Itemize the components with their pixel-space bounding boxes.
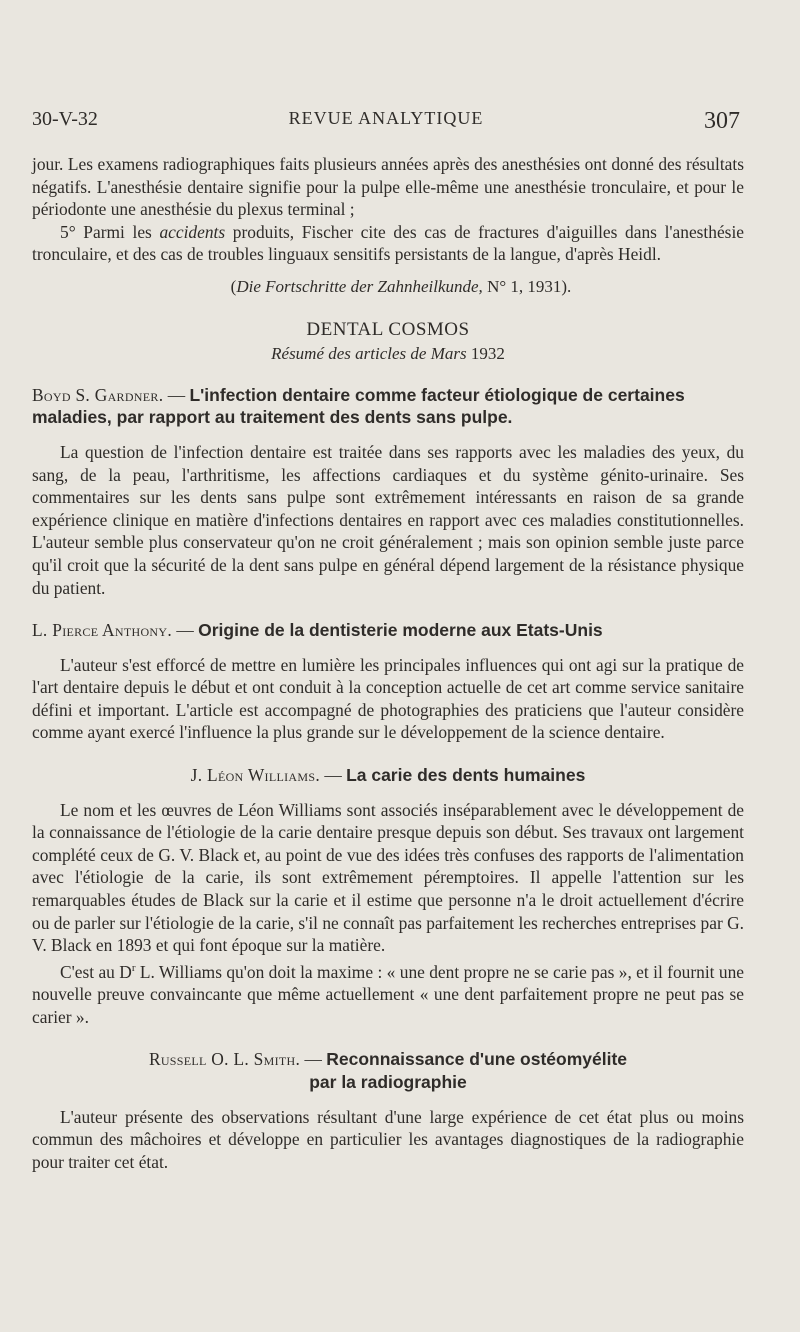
article-title: L'infection dentaire comme facteur étiologique de certaines maladies, par rapport au traitement des dents sans pulpe. bbox=[32, 384, 685, 428]
article-author: Boyd S. Gardner. bbox=[32, 384, 164, 405]
journal-subheading-year: 1932 bbox=[466, 344, 505, 364]
article-entry bbox=[32, 384, 744, 599]
heading-dash: — bbox=[300, 1049, 327, 1070]
citation-rest: N° 1, 1931). bbox=[482, 276, 572, 296]
article-summary: Le nom et les œuvres de Léon Williams sont associés inséparablement avec le développement de la connaissance de l'étiologie de la carie dentaire presque depuis son début. Ses travaux ont largement complété ceux de G. V. Black et, au point de vue des idées très confuses des rapports de l'alimentation avec l'étiologie de la carie, ils sont extrêmement péremptoires. Il appelle l'attention sur les remarquables études de Black sur la carie et il estime que personne n'a le droit actuellement d'écrire ou de parler sur l'étiologie de la carie, s'il ne connaît pas parfaitement les recherches entreprises par G. V. Black en 1893 et qui font époque sur la matière. bbox=[32, 799, 744, 956]
heading-dash: — bbox=[172, 620, 199, 641]
article-summary-continued bbox=[32, 957, 744, 1029]
journal-heading: DENTAL COSMOS bbox=[306, 318, 470, 340]
article-summary: L'auteur s'est efforcé de mettre en lumière les principales influences qui ont agi sur la pratique de l'art dentaire depuis le début et ont conduit à la conception actuelle de cet art comme service sanitaire défini et important. L'article est accompagné de photographies des praticiens que l'auteur considère comme ayant exercé l'influence la plus grande sur le développement de la science dentaire. bbox=[32, 654, 744, 743]
article-title: Origine de la dentisterie moderne aux Etats-Unis bbox=[198, 620, 603, 641]
article-heading-line-2 bbox=[32, 1071, 744, 1094]
article-heading bbox=[32, 764, 744, 787]
journal-subheading-text: Résumé des articles de Mars bbox=[271, 344, 467, 364]
item-5-prefix: 5° Parmi les bbox=[60, 221, 160, 242]
item-5-text: produits, Fischer cite des cas de fractures d'aiguilles dans l'anesthésie tronculaire, et des cas de troubles linguaux sensitifs persistants de la langue, d'après Heidl. bbox=[32, 221, 744, 265]
summary-superscript: r bbox=[131, 961, 136, 974]
page-header bbox=[32, 108, 740, 138]
item-5-paragraph bbox=[32, 221, 744, 266]
summary-text-pre: C'est au D bbox=[60, 961, 132, 982]
continued-paragraph: jour. Les examens radiographiques faits plusieurs années après des anesthésies ont donné des résultats négatifs. L'anesthésie dentaire signifie pour la pulpe elle-même une anesthésie tronculaire, et pour le périodonte une anesthésie du plexus terminal ; bbox=[32, 154, 744, 220]
citation-open: ( bbox=[230, 276, 237, 296]
journal-subheading bbox=[32, 343, 744, 366]
citation-source: Die Fortschritte der Zahnheilkunde, bbox=[236, 276, 483, 296]
article-heading bbox=[32, 384, 744, 429]
article-heading bbox=[32, 1048, 744, 1071]
article-entry bbox=[32, 1048, 744, 1173]
article-author: L. Pierce Anthony. bbox=[32, 620, 173, 641]
article-heading bbox=[32, 619, 744, 642]
article-author: Russell O. L. Smith. bbox=[148, 1049, 301, 1070]
article-entry bbox=[32, 764, 744, 1028]
page-content bbox=[32, 153, 744, 1173]
article-entry bbox=[32, 619, 744, 744]
citation bbox=[32, 276, 744, 299]
article-title: La carie des dents humaines bbox=[346, 765, 586, 786]
article-title-line-2: par la radiographie bbox=[309, 1071, 467, 1092]
heading-dash: — bbox=[319, 765, 347, 786]
article-author: J. Léon Williams. bbox=[190, 765, 320, 786]
summary-text-post: L. Williams qu'on doit la maxime : « une dent propre ne se carie pas », et il fournit une nouvelle preuve convaincante que même actuellement « une dent parfaitement propre ne peut pas se carier ». bbox=[32, 961, 744, 1027]
heading-dash: — bbox=[163, 384, 190, 405]
article-title-line-1: Reconnaissance d'une ostéomyélite bbox=[326, 1049, 628, 1070]
header-date: 30-V-32 bbox=[32, 108, 98, 130]
item-5-emphasis: accidents bbox=[159, 221, 226, 242]
article-summary: La question de l'infection dentaire est traitée dans ses rapports avec les maladies des yeux, du sang, de la peau, l'arthritisme, les affections cardiaques et du système génito-urinaire. Ses commentaires sur les dents sans pulpe sont extrêmement intéressants en raison de sa grande expérience clinique en matière d'infections dentaires en rapport avec ces maladies constitutionnelles. L'auteur semble plus conservateur qu'on ne croit généralement ; mais son opinion semble juste parce qu'il croit que la sécurité de la dent sans pulpe en général dépend largement de la résistance physique du patient. bbox=[32, 441, 744, 598]
article-summary: L'auteur présente des observations résultant d'une large expérience de cet état plus ou moins commun des mâchoires et développe en particulier les avantages diagnostiques de la radiographie pour traiter cet état. bbox=[32, 1106, 744, 1172]
page-number: 307 bbox=[704, 108, 740, 134]
header-title: REVUE ANALYTIQUE bbox=[288, 108, 484, 128]
